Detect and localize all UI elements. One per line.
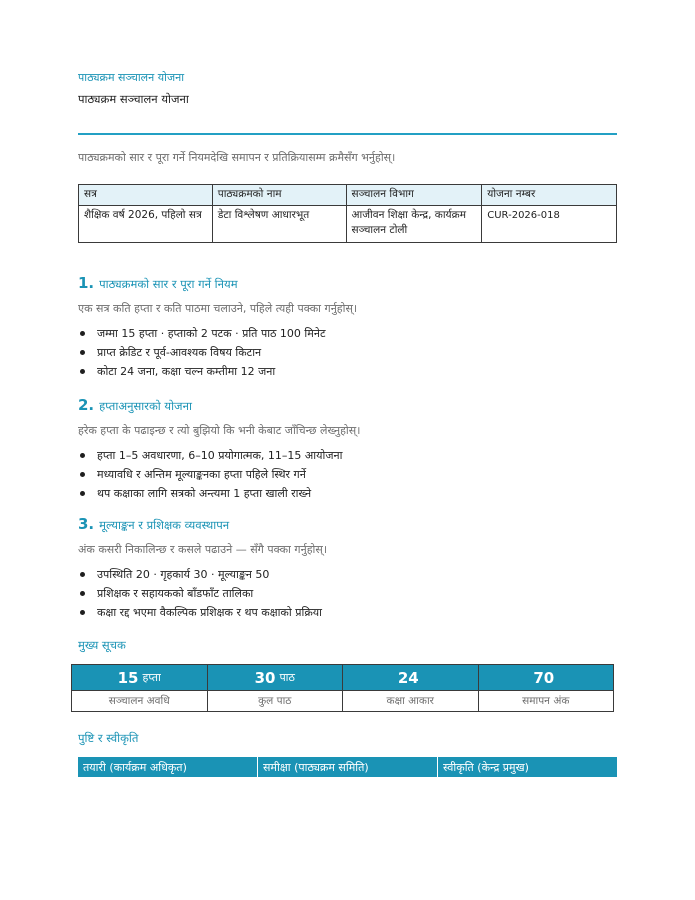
bullet-list: [78, 324, 357, 381]
table-cell-course-name: डेटा विश्लेषण आधारभूत: [212, 206, 346, 243]
section-subtitle: हरेक हप्ता के पढाइन्छ र त्यो बुझियो कि भनी केबाट जाँचिन्छ लेख्नुहोस्।: [78, 424, 361, 437]
table-header-cell: सत्र: [79, 185, 213, 206]
signoff-prepared-cell: तयारी (कार्यक्रम अधिकृत): [78, 757, 258, 777]
document-intro: पाठ्यक्रमको सार र पूरा गर्ने नियमदेखि समापन र प्रतिक्रियासम्म क्रमैसँग भर्नुहोस्।: [78, 151, 396, 164]
table-header-cell: सञ्चालन विभाग: [346, 185, 482, 206]
section-title: मूल्याङ्कन र प्रशिक्षक व्यवस्थापन: [99, 518, 230, 532]
title-divider: [78, 133, 617, 135]
bullet-list: [78, 565, 327, 622]
list-item: थप कक्षाका लागि सत्रको अन्त्यमा 1 हप्ता खाली राख्ने: [78, 484, 360, 503]
section-number: 3.: [78, 515, 95, 533]
list-item: कोटा 24 जना, कक्षा चल्न कम्तीमा 12 जना: [78, 362, 357, 381]
table-cell-department: आजीवन शिक्षा केन्द्र, कार्यक्रम सञ्चालन टोली: [346, 206, 482, 243]
kpi-value: 24: [397, 668, 419, 687]
kpi-table: [71, 664, 614, 712]
table-cell-session: शैक्षिक वर्ष 2026, पहिलो सत्र: [79, 206, 213, 243]
kpi-caption: सञ्चालन अवधि: [108, 695, 170, 707]
kpi-caption: कुल पाठ: [258, 695, 292, 707]
course-info-table: [78, 184, 617, 243]
list-item: हप्ता 1–5 अवधारणा, 6–10 प्रयोगात्मक, 11–15 आयोजना: [78, 446, 360, 465]
signoff-table: [78, 757, 617, 777]
document-title: पाठ्यक्रम सञ्चालन योजना: [78, 92, 189, 106]
kpi-caption: कक्षा आकार: [386, 695, 434, 707]
list-item: प्राप्त क्रेडिट र पूर्व-आवश्यक विषय किटान: [78, 343, 357, 362]
section-subtitle: एक सत्र कति हप्ता र कति पाठमा चलाउने, पहिले त्यही पक्का गर्नुहोस्।: [78, 302, 358, 315]
section-course-summary: [78, 274, 357, 381]
section-assessment: [78, 515, 327, 622]
list-item: मध्यावधि र अन्तिम मूल्याङ्कनका हप्ता पहिले स्थिर गर्ने: [78, 465, 360, 484]
list-item: प्रशिक्षक र सहायकको बाँडफाँट तालिका: [78, 584, 327, 603]
kpi-cell-class-size: [343, 665, 479, 711]
section-title: हप्ताअनुसारको योजना: [99, 399, 192, 413]
section-weekly-plan: [78, 396, 360, 503]
kpi-value: 70: [533, 668, 555, 687]
kpi-heading: मुख्य सूचक: [78, 638, 126, 652]
kpi-caption: समापन अंक: [522, 695, 570, 707]
bullet-list: [78, 446, 360, 503]
kpi-value: 30: [254, 668, 276, 687]
kpi-cell-lessons: [208, 665, 344, 711]
kpi-unit: हप्ता: [142, 671, 161, 684]
section-title: पाठ्यक्रमको सार र पूरा गर्ने नियम: [99, 277, 238, 291]
section-number: 2.: [78, 396, 95, 414]
document-kicker: पाठ्यक्रम सञ्चालन योजना: [78, 71, 185, 84]
list-item: जम्मा 15 हप्ता · हप्ताको 2 पटक · प्रति पाठ 100 मिनेट: [78, 324, 357, 343]
kpi-value: 15: [117, 668, 139, 687]
list-item: उपस्थिति 20 · गृहकार्य 30 · मूल्याङ्कन 50: [78, 565, 327, 584]
list-item: कक्षा रद्द भएमा वैकल्पिक प्रशिक्षक र थप कक्षाको प्रक्रिया: [78, 603, 327, 622]
section-subtitle: अंक कसरी निकालिन्छ र कसले पढाउने — सँगै पक्का गर्नुहोस्।: [78, 543, 327, 556]
table-header-cell: योजना नम्बर: [482, 185, 617, 206]
table-row: [79, 206, 617, 243]
kpi-unit: पाठ: [279, 671, 295, 684]
table-cell-plan-number: CUR-2026-018: [482, 206, 617, 243]
table-header-cell: पाठ्यक्रमको नाम: [212, 185, 346, 206]
signoff-approval-cell: स्वीकृति (केन्द्र प्रमुख): [443, 760, 529, 774]
table-header-row: [79, 185, 617, 206]
kpi-cell-completion-score: [479, 665, 614, 711]
kpi-cell-duration: [72, 665, 208, 711]
signoff-heading: पुष्टि र स्वीकृति: [78, 731, 139, 745]
signoff-review-cell: समीक्षा (पाठ्यक्रम समिति): [258, 757, 438, 777]
section-number: 1.: [78, 274, 95, 292]
